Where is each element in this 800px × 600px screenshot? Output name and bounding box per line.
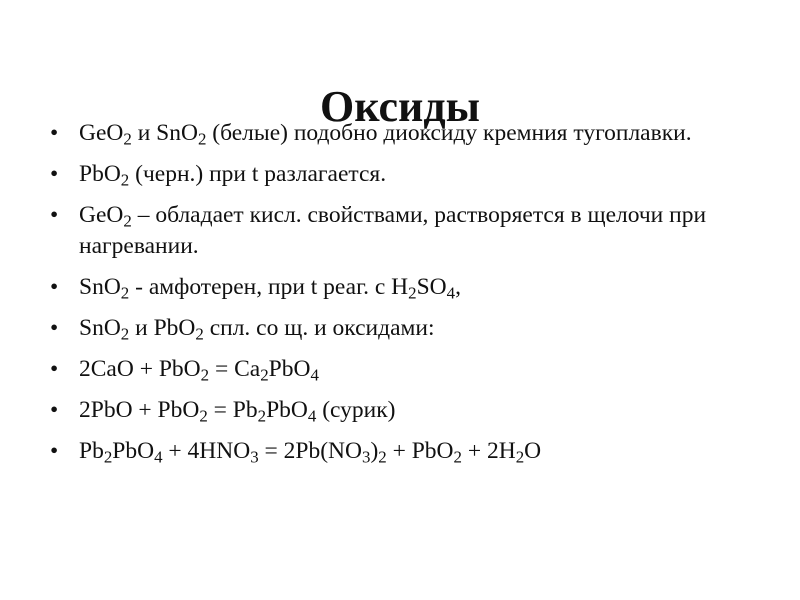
bullet-text: $2PbO + PbO_2 = Pb_2PbO_4$ (сурик): [79, 397, 396, 426]
bullet-text: SnO$_2$ и PbO$_2$ спл. со щ. и оксидами:: [79, 315, 435, 344]
bullet-item: [50, 200, 770, 262]
bullet-text: $2CaO + PbO_2 = Ca_2PbO_4$: [79, 356, 319, 385]
bullet-dot-icon: •: [50, 120, 59, 146]
bullet-item: [50, 313, 770, 344]
bullet-dot-icon: •: [50, 397, 59, 423]
bullet-text: GeO$_2$ – обладает кисл. свойствами, растворяется в щелочи при нагревании.: [79, 202, 707, 259]
bullet-dot-icon: •: [50, 356, 59, 382]
bullet-list: [50, 118, 770, 477]
bullet-item: [50, 272, 770, 303]
bullet-item: [50, 436, 770, 467]
bullet-text: GeO$_2$ и SnO$_2$ (белые) подобно диоксиду кремния тугоплавки.: [79, 120, 692, 149]
bullet-text: $Pb_2PbO_4 + 4HNO_3 = 2Pb(NO_3)_2 + PbO_2 + 2H_2O$: [79, 438, 542, 467]
bullet-dot-icon: •: [50, 274, 59, 300]
bullet-item: [50, 395, 770, 426]
bullet-item: [50, 159, 770, 190]
bullet-text: PbO$_2$ (черн.) при t разлагается.: [79, 161, 387, 190]
bullet-dot-icon: •: [50, 438, 59, 464]
bullet-dot-icon: •: [50, 161, 59, 187]
slide-title: Оксиды: [320, 82, 480, 132]
bullet-item: [50, 354, 770, 385]
bullet-dot-icon: •: [50, 202, 59, 228]
bullet-dot-icon: •: [50, 315, 59, 341]
bullet-item: [50, 118, 770, 149]
bullet-text: SnO$_2$ - амфотерен, при t реаг. с $H_2SO_4$,: [79, 274, 461, 303]
